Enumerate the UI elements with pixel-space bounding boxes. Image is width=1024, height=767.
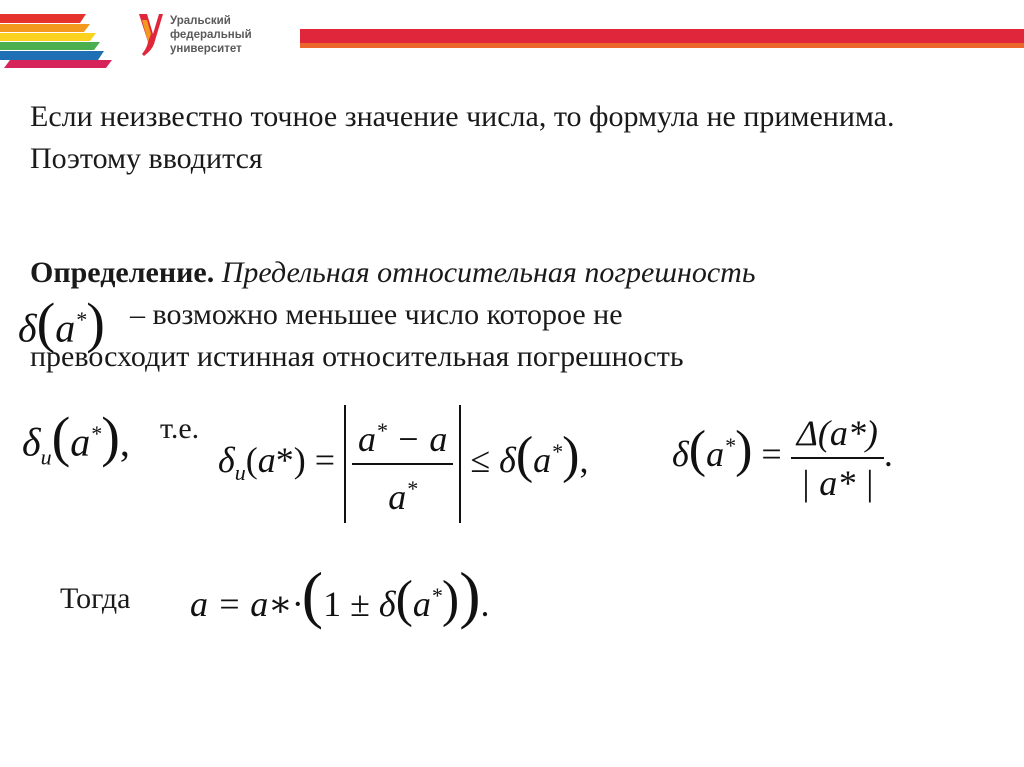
subscript-u: и (234, 460, 246, 486)
star: * (430, 583, 442, 608)
intro-paragraph: Если неизвестно точное значение числа, то формула не применима. Поэтому вводится (30, 100, 895, 175)
var-a: a (257, 440, 276, 480)
delta-symbol: δ (672, 434, 689, 474)
var-a: a (533, 440, 552, 480)
delta-symbol: δ (218, 440, 235, 480)
definition-block (30, 252, 1010, 378)
logo-line-1: Уральский (170, 15, 231, 27)
delta-symbol: δ (378, 584, 396, 624)
then-label: Тогда (60, 582, 131, 615)
subscript-u: и (40, 444, 52, 470)
equals-sign: = (761, 434, 782, 474)
formula-main-inequality: $\delta_и(a*)$ = $\frac{a^* - a}{a^*}$ ≤ δ(a*), (218, 392, 589, 516)
logo-wordmark (170, 14, 252, 56)
definition-line-3: превосходит истинная относительная погрешность (30, 340, 684, 373)
stripe-right-accent (300, 43, 1024, 48)
fraction (791, 413, 884, 503)
period: . (883, 434, 893, 474)
fraction (352, 411, 453, 517)
star: * (551, 439, 563, 464)
paren-open: ( (688, 421, 707, 478)
stripe-yellow (0, 33, 96, 41)
stripe-blue (0, 51, 104, 60)
paren-outer-open: ( (301, 559, 324, 630)
minus-a: − a (387, 418, 448, 459)
var-a: a (706, 434, 725, 474)
numerator (352, 411, 453, 465)
formula-delta-a-star (18, 290, 105, 358)
var-a: a (55, 305, 76, 351)
paren-open: ( (36, 292, 56, 355)
var-a: a (358, 418, 377, 459)
comma: , (579, 440, 589, 480)
formula-then (190, 550, 490, 649)
var-a: a (70, 419, 91, 465)
stripe-pink (4, 60, 112, 68)
paren-close: ) (101, 406, 120, 469)
star: * (376, 417, 388, 443)
delta-symbol: δ (18, 305, 37, 351)
definition-title: Предельная относительная погрешность (221, 256, 756, 289)
one-plus-minus: 1 ± (323, 584, 370, 624)
star: * (75, 307, 87, 332)
star: * (90, 421, 102, 446)
delta-symbol: δ (22, 419, 41, 465)
star: * (406, 475, 418, 501)
paren-open: ( (515, 427, 534, 484)
definition-line-1 (30, 252, 1010, 294)
paren-close: ) (441, 571, 460, 628)
university-logo (138, 12, 298, 62)
formula-relative-error (672, 396, 893, 504)
var-a: a (388, 476, 407, 517)
denominator (352, 465, 453, 517)
paren-open: ( (51, 406, 71, 469)
formula-delta-u (22, 404, 130, 487)
star: * (724, 433, 736, 458)
var-a: a (412, 584, 431, 624)
definition-line-2: – возможно меньшее число которое не (130, 298, 623, 331)
leq-sign: ≤ (470, 440, 491, 480)
comma: , (119, 419, 130, 465)
paren-close: ) (735, 421, 753, 478)
paren-close: ) (562, 427, 580, 484)
definition-label: Определение. (30, 256, 215, 289)
te-label: т.е. (160, 412, 200, 445)
denominator: | a* | (800, 462, 875, 503)
period: . (480, 584, 490, 624)
logo-line-2: федеральный (170, 29, 252, 41)
lhs: a = a∗· (190, 584, 302, 624)
equals-sign: = (314, 440, 336, 480)
delta-symbol: δ (499, 440, 516, 480)
star: * (275, 440, 294, 480)
paren-close: ) (86, 292, 105, 355)
logo-line-3: университет (170, 43, 242, 55)
urfu-mark-icon (138, 12, 164, 58)
stripe-orange (0, 24, 90, 32)
abs-fraction (344, 405, 461, 523)
paren-open: ( (395, 571, 413, 628)
stripe-green (0, 42, 100, 50)
stripe-red (0, 14, 86, 23)
numerator: Δ(a*) (791, 413, 884, 459)
paren-outer-close: ) (459, 559, 481, 630)
header-bar (0, 0, 1024, 70)
